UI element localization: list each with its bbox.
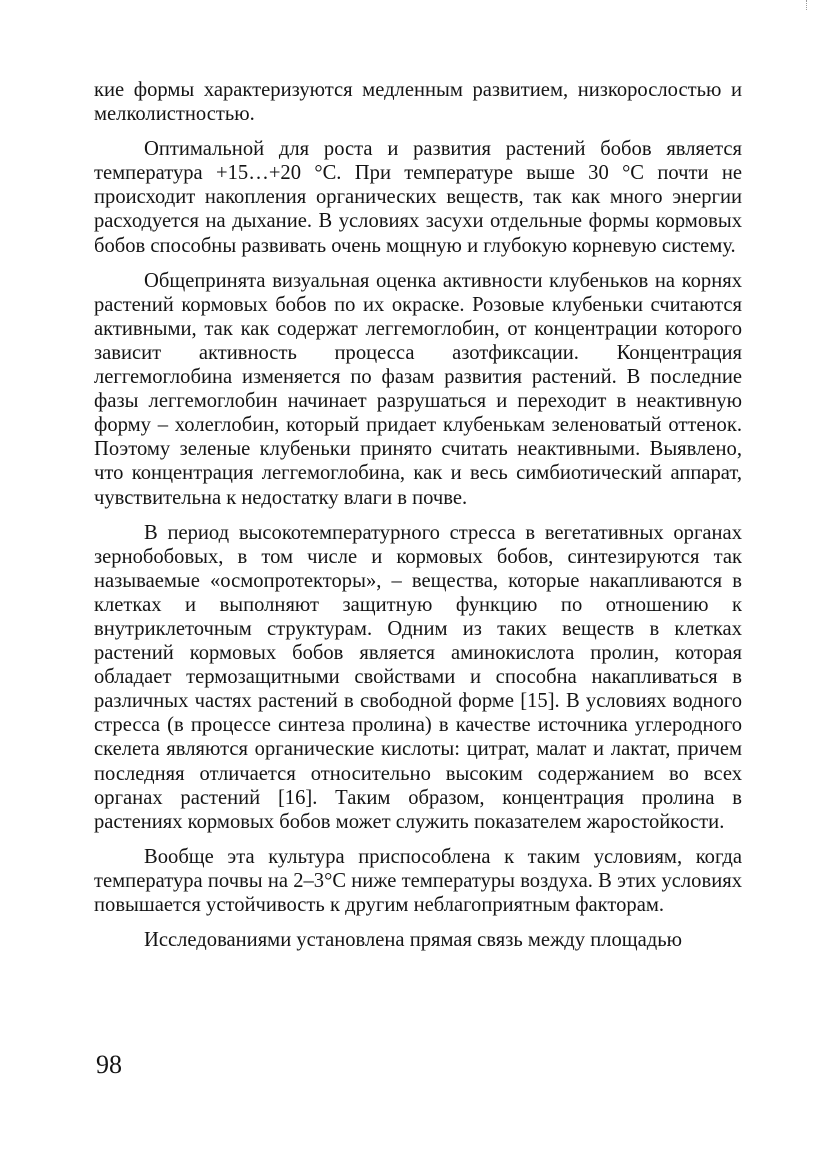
paragraph-heat-stress: В период высокотемпературного стресса в вегетативных органах зернобобовых, в том числе и кормовых бобов, синтезируются так называемые «осмопротекторы», – вещества, которые накапливаются в клетках и выполняют защитную функцию по отношению к внутриклеточным структурам. Одним из таких веществ в клетках растений кормовых бобов является аминокислота пролин, которая обладает термозащитными свойствами и способна накапливаться в различных частях растений в свободной форме [15]. В условиях водного стресса (в процессе синтеза пролина) в качестве источника углеродного скелета являются органические кислоты: цитрат, малат и лактат, причем последняя отличается относительно высоким содержанием во всех органах растений [16]. Таким образом, концентрация пролина в растениях кормовых бобов может служить показателем жаростойкости.: [94, 521, 742, 833]
paragraph-nodule-activity: Общепринята визуальная оценка активности клубеньков на корнях растений кормовых бобов по их окраске. Розовые клубеньки считаются активными, так как содержат леггемоглобин, от концентрации которого зависит активность процесса азотфиксации. Концентрация леггемоглобина изменяется по фазам развития растений. В последние фазы леггемоглобин начинает разрушаться и переходит в неактивную форму – холеглобин, который придает клубенькам зеленоватый оттенок. Поэтому зеленые клубеньки принято считать неактивными. Выявлено, что концентрация леггемоглобина, как и весь симбиотический аппарат, чувствительна к недостатку влаги в почве.: [94, 269, 742, 509]
paragraph-continuation: кие формы характеризуются медленным развитием, низкорослостью и мелколистностью.: [94, 79, 742, 126]
paragraph-research: Исследованиями установлена прямая связь между площадью: [144, 929, 683, 952]
paragraph-adaptation: Вообще эта культура приспособлена к таким условиям, когда температура почвы на 2–3°С ниже температуры воздуха. В этих условиях повышается устойчивость к другим неблагоприятным факторам.: [94, 845, 742, 916]
document-page-body: [94, 78, 742, 952]
paragraph-optimal-temperature: Оптимальной для роста и развития растений бобов является температура +15…+20 °С. При температуре выше 30 °С почти не происходит накопления органических веществ, так как много энергии расходуется на дыхание. В условиях засухи отдельные формы кормовых бобов способны развивать очень мощную и глубокую корневую систему.: [94, 138, 742, 257]
page-number: 98: [96, 1050, 122, 1079]
scan-corner-mark: [806, 0, 825, 10]
